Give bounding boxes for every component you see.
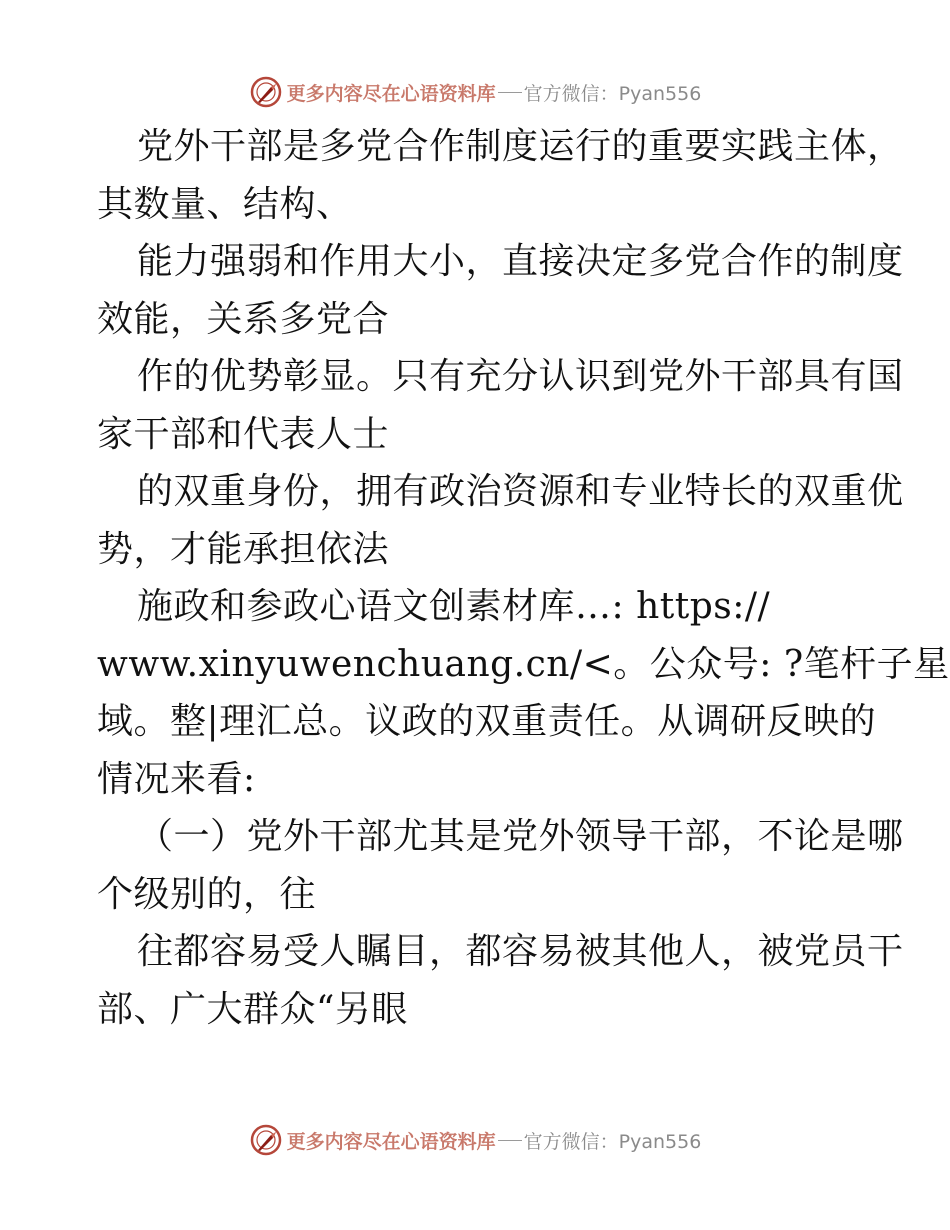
body-line: 部、广大群众“另眼 (97, 988, 408, 1030)
footer-dash-divider (498, 1140, 522, 1141)
footer-banner (0, 1120, 950, 1160)
pen-nib-logo-icon (249, 75, 283, 109)
header-dash-divider (498, 92, 522, 93)
footer-wechat-text: 官方微信：Pyan556 (523, 1130, 702, 1153)
body-line: 家干部和代表人士 (97, 413, 390, 455)
footer-brand-text: 更多内容尽在心语资料库 (286, 1130, 496, 1153)
body-line: 其数量、结构、 (97, 183, 353, 225)
body-line: 能力强弱和作用大小，直接决定多党合作的制度 (137, 241, 904, 282)
body-line: （一）党外干部尤其是党外领导干部，不论是哪 (137, 816, 904, 857)
body-line: www.xinyuwenchuang.cn/<。公众号: ?笔杆子星 (97, 643, 950, 685)
body-line: 效能，关系多党合 (97, 298, 390, 340)
body-line: 施政和参政心语文创素材库…: https:// (137, 586, 771, 627)
body-line: 作的优势彰显。只有充分认识到党外干部具有国 (137, 356, 904, 397)
body-line: 的双重身份，拥有政治资源和专业特长的双重优 (137, 471, 904, 512)
body-line: 个级别的，往 (97, 873, 317, 915)
pen-nib-logo-icon (249, 1123, 283, 1157)
header-brand-text: 更多内容尽在心语资料库 (286, 82, 496, 105)
body-line: 情况来看: (97, 758, 256, 800)
body-line: 党外干部是多党合作制度运行的重要实践主体， (137, 126, 904, 167)
body-line: 域。整|理汇总。议政的双重责任。从调研反映的 (97, 701, 877, 742)
body-line: 往都容易受人瞩目，都容易被其他人，被党员干 (137, 931, 904, 972)
body-line: 势，才能承担依法 (97, 528, 390, 570)
document-body (97, 118, 950, 1038)
header-wechat-text: 官方微信：Pyan556 (523, 82, 702, 105)
header-banner (0, 72, 950, 112)
